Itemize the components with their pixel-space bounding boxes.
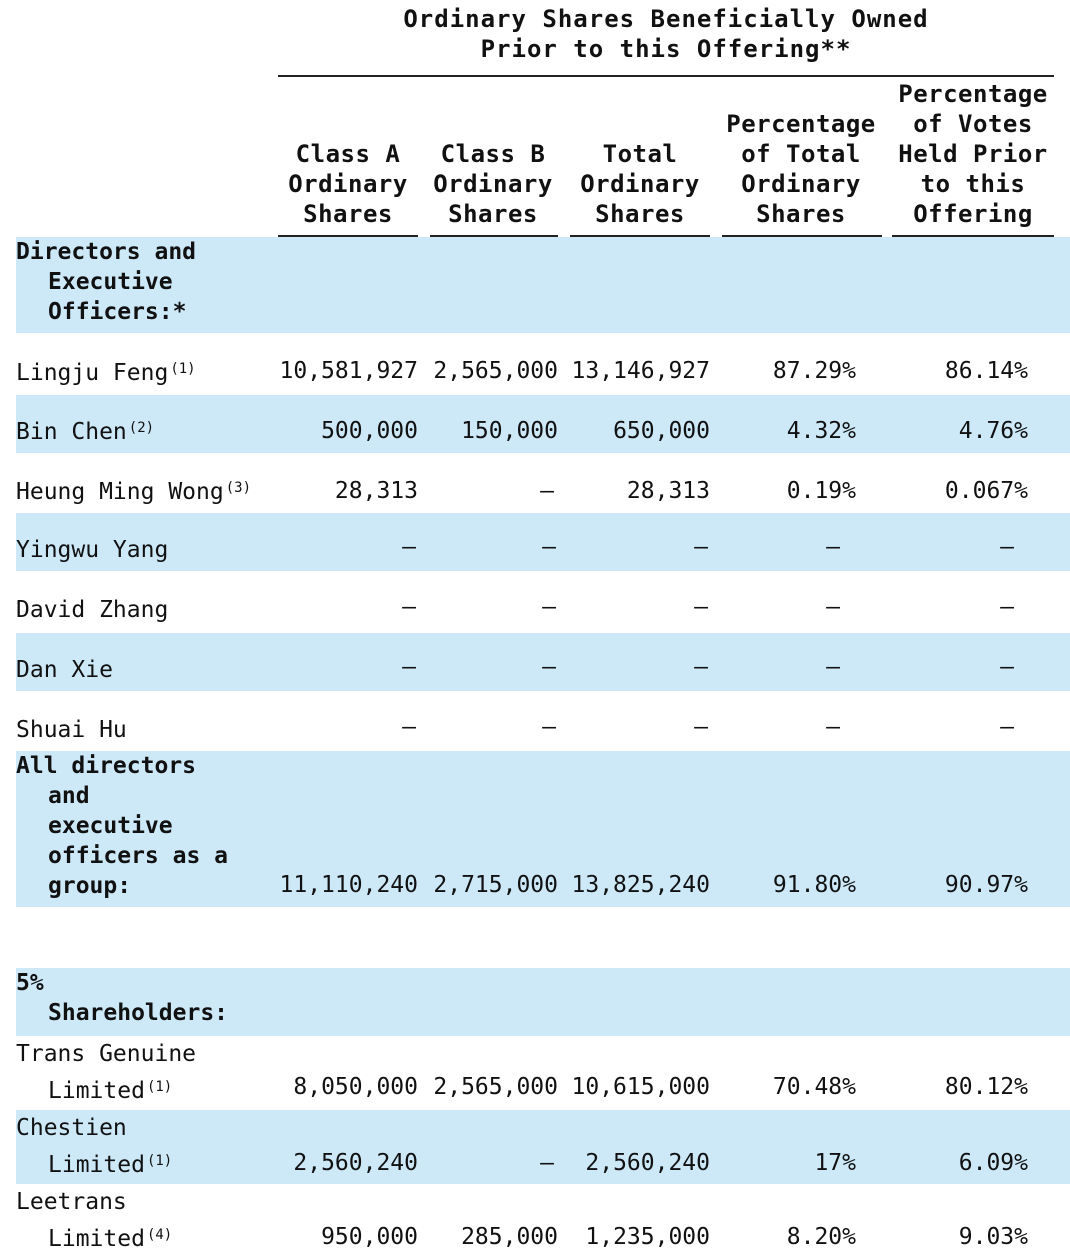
cell-pct-total: — bbox=[826, 654, 840, 680]
cell-pct-votes: 4.76% bbox=[958, 418, 1028, 444]
cell-class-a: 8,050,000 bbox=[293, 1074, 418, 1100]
table-title bbox=[278, 4, 1054, 64]
row-label-leetrans-limited: Leetrans Limited $^{(4)}$ bbox=[16, 1189, 173, 1252]
cell-pct-votes: — bbox=[1000, 534, 1014, 560]
cell-class-b: — bbox=[540, 1150, 554, 1176]
cell-total: 2,560,240 bbox=[585, 1150, 710, 1176]
cell-class-a: 950,000 bbox=[321, 1224, 418, 1250]
footnote-ref: (1) bbox=[146, 1079, 173, 1095]
cell-pct-votes: 6.09% bbox=[958, 1150, 1028, 1176]
cell-pct-total: 17% bbox=[814, 1150, 856, 1176]
footnote-ref: (4) bbox=[146, 1227, 173, 1243]
cell-total: 650,000 bbox=[613, 418, 710, 444]
cell-pct-total: 0.19% bbox=[786, 478, 856, 504]
cell-class-b: 285,000 bbox=[461, 1224, 558, 1250]
cell-total: 1,235,000 bbox=[585, 1224, 710, 1250]
cell-class-b: 2,565,000 bbox=[433, 358, 558, 384]
cell-class-b: — bbox=[542, 654, 556, 680]
col-header-pct-total: Percentage of Total Ordinary Shares bbox=[726, 110, 876, 228]
row-label-shuai-hu: Shuai Hu bbox=[16, 717, 127, 743]
row-label-all-directors-group: All directors and executive officers as a group: bbox=[16, 753, 229, 899]
title-rule bbox=[278, 75, 1054, 77]
cell-pct-total: — bbox=[826, 714, 840, 740]
row-label-heung-ming-wong: Heung Ming Wong $^{(3)}$ bbox=[16, 479, 252, 505]
cell-total: 13,146,927 bbox=[571, 358, 710, 384]
cell-pct-votes: 90.97% bbox=[944, 872, 1028, 898]
cell-pct-votes: — bbox=[1000, 594, 1014, 620]
footnote-ref: (1) bbox=[146, 1153, 173, 1169]
cell-class-b: 2,565,000 bbox=[433, 1074, 558, 1100]
cell-class-b: — bbox=[542, 594, 556, 620]
cell-class-b: 2,715,000 bbox=[433, 872, 558, 898]
section-directors-heading: Directors and Executive Officers:* bbox=[16, 239, 197, 325]
cell-class-a: 10,581,927 bbox=[279, 358, 418, 384]
cell-pct-total: 8.20% bbox=[786, 1224, 856, 1250]
cell-pct-total: 87.29% bbox=[772, 358, 856, 384]
row-label-dan-xie: Dan Xie bbox=[16, 657, 113, 683]
cell-total: 13,825,240 bbox=[571, 872, 710, 898]
cell-total: — bbox=[694, 594, 708, 620]
cell-total: 10,615,000 bbox=[571, 1074, 710, 1100]
cell-pct-total: 91.80% bbox=[772, 872, 856, 898]
cell-pct-total: 70.48% bbox=[772, 1074, 856, 1100]
row-label-lingju-feng: Lingju Feng $^{(1)}$ bbox=[16, 360, 196, 386]
cell-class-a: — bbox=[402, 594, 416, 620]
cell-total: — bbox=[694, 654, 708, 680]
cell-pct-total: — bbox=[826, 534, 840, 560]
cell-class-b: — bbox=[542, 534, 556, 560]
row-label-trans-genuine-limited: Trans Genuine Limited $^{(1)}$ bbox=[16, 1041, 197, 1104]
cell-class-b: — bbox=[542, 714, 556, 740]
table-title-line2: Prior to this Offering** bbox=[480, 35, 852, 63]
cell-pct-votes: 86.14% bbox=[944, 358, 1028, 384]
cell-class-a: — bbox=[402, 534, 416, 560]
row-label-david-zhang: David Zhang bbox=[16, 597, 169, 623]
cell-pct-votes: 0.067% bbox=[944, 478, 1028, 504]
col-header-class-a: Class A Ordinary Shares bbox=[288, 140, 408, 228]
cell-class-a: 11,110,240 bbox=[279, 872, 418, 898]
cell-class-a: 2,560,240 bbox=[293, 1150, 418, 1176]
cell-total: — bbox=[694, 714, 708, 740]
table-title-line1: Ordinary Shares Beneficially Owned bbox=[403, 5, 929, 33]
footnote-ref: (1) bbox=[170, 361, 196, 377]
cell-class-a: — bbox=[402, 714, 416, 740]
cell-total: 28,313 bbox=[626, 478, 710, 504]
col-header-total: Total Ordinary Shares bbox=[580, 140, 700, 228]
cell-class-b: — bbox=[540, 478, 554, 504]
cell-class-a: 500,000 bbox=[321, 418, 418, 444]
cell-pct-votes: 9.03% bbox=[958, 1224, 1028, 1250]
cell-class-b: 150,000 bbox=[461, 418, 558, 444]
row-label-yingwu-yang: Yingwu Yang bbox=[16, 537, 169, 563]
col-header-pct-votes: Percentage of Votes Held Prior to this Offering bbox=[898, 80, 1048, 228]
cell-pct-total: — bbox=[826, 594, 840, 620]
footnote-ref: (2) bbox=[128, 420, 155, 436]
section-shareholders-heading: 5% Shareholders: bbox=[16, 970, 229, 1026]
cell-pct-total: 4.32% bbox=[786, 418, 856, 444]
cell-class-a: — bbox=[402, 654, 416, 680]
cell-pct-votes: 80.12% bbox=[944, 1074, 1028, 1100]
row-label-bin-chen: Bin Chen $^{(2)}$ bbox=[16, 419, 155, 445]
row-label-chestien-limited: Chestien Limited $^{(1)}$ bbox=[16, 1115, 173, 1178]
footnote-ref: (3) bbox=[225, 480, 252, 496]
cell-pct-votes: — bbox=[1000, 654, 1014, 680]
col-header-class-b: Class B Ordinary Shares bbox=[433, 140, 553, 228]
cell-class-a: 28,313 bbox=[334, 478, 418, 504]
cell-pct-votes: — bbox=[1000, 714, 1014, 740]
cell-total: — bbox=[694, 534, 708, 560]
